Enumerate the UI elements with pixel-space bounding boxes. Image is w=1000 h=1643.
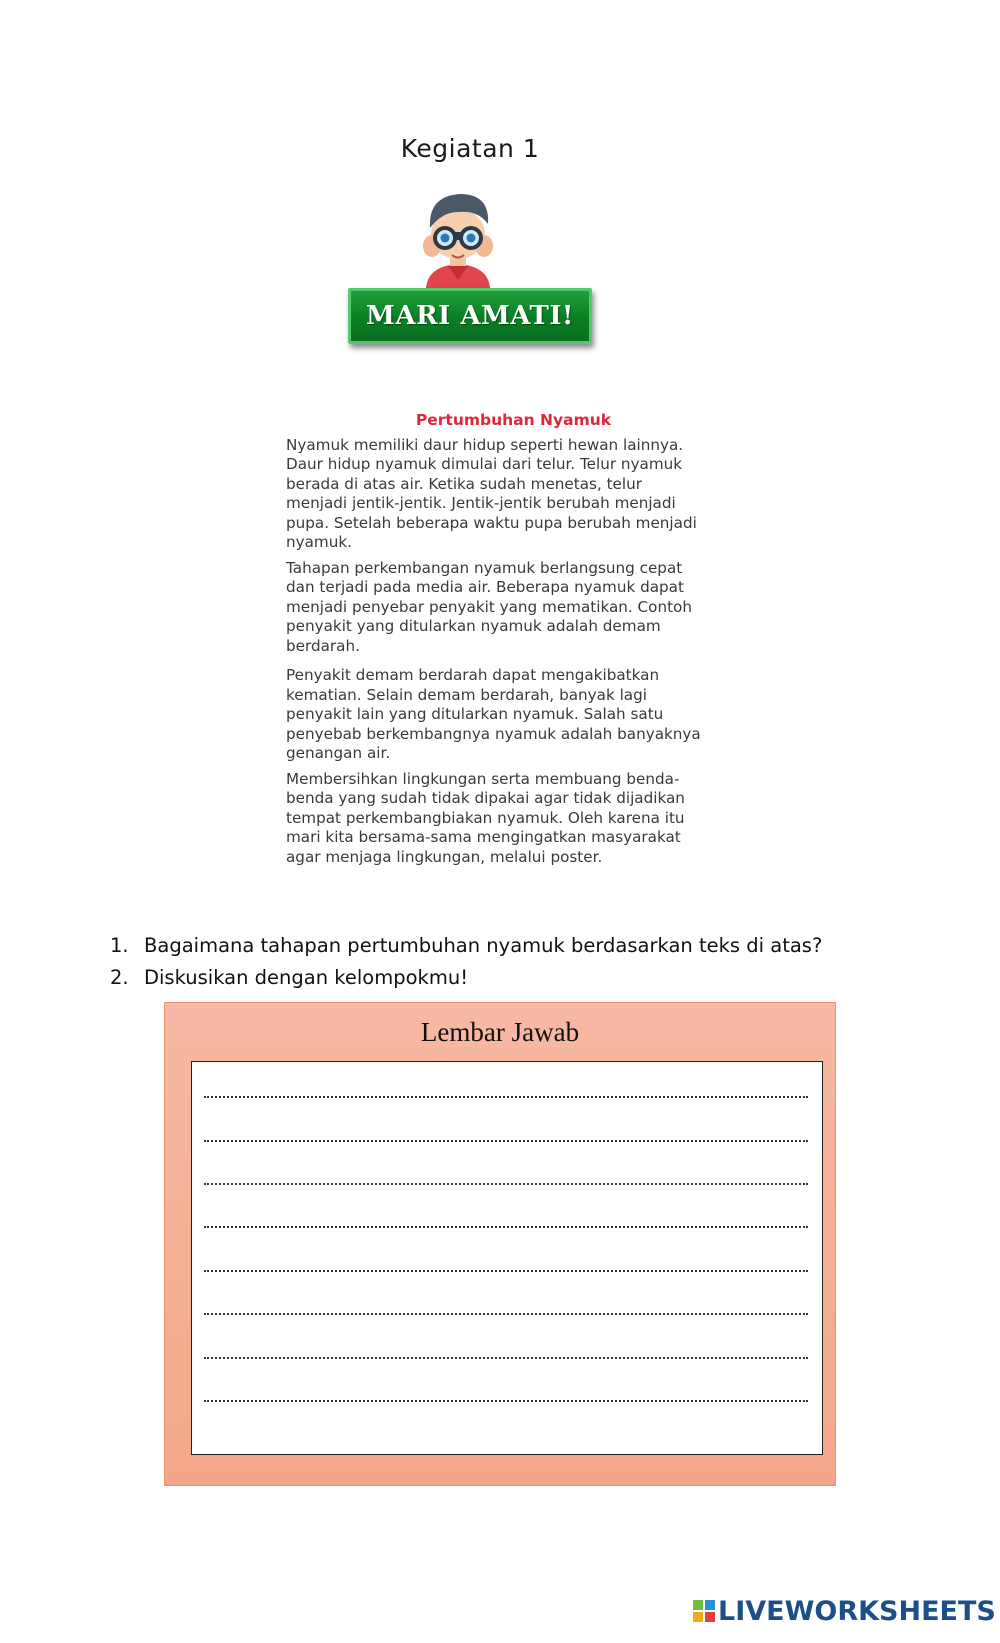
answer-sheet[interactable] — [191, 1061, 823, 1455]
answer-title: Lembar Jawab — [420, 1017, 580, 1047]
reading-passage — [286, 411, 706, 873]
answer-line[interactable] — [204, 1357, 808, 1359]
mari-amati-banner — [340, 188, 595, 348]
logo-text: LIVEWORKSHEETS — [718, 1595, 996, 1627]
page-title: Kegiatan 1 — [400, 134, 540, 163]
question-list — [110, 930, 910, 994]
question-item — [110, 962, 910, 994]
answer-line[interactable] — [204, 1183, 808, 1185]
reading-paragraph-1: Nyamuk memiliki daur hidup seperti hewan lainnya. Daur hidup nyamuk dimulai dari telur. Telur nyamuk berada di atas air. Ketika sudah menetas, telur menjadi jentik-jentik. Jentik-jentik berubah menjadi pupa. Setelah beberapa waktu pupa berubah menjadi nyamuk. — [286, 435, 697, 551]
answer-line[interactable] — [204, 1226, 808, 1228]
reading-title: Pertumbuhan Nyamuk — [415, 411, 612, 429]
liveworksheets-logo[interactable] — [692, 1596, 996, 1626]
answer-box — [164, 1002, 836, 1486]
reading-paragraph-2: Tahapan perkembangan nyamuk berlangsung cepat dan terjadi pada media air. Beberapa nyamuk dapat menjadi penyebar penyakit yang mematikan. Contoh penyakit yang ditularkan nyamuk adalah demam berdarah. — [286, 558, 692, 655]
answer-line[interactable] — [204, 1140, 808, 1142]
question-text: Bagaimana tahapan pertumbuhan nyamuk berdasarkan teks di atas? — [144, 934, 823, 957]
reading-paragraph-4: Membersihkan lingkungan serta membuang benda-benda yang sudah tidak dipakai agar tidak dijadikan tempat perkembangbiakan nyamuk. Oleh karena itu mari kita bersama-sama mengingatkan masyarakat agar menjaga lingkungan, melalui poster. — [286, 769, 685, 866]
reading-paragraph-3: Penyakit demam berdarah dapat mengakibatkan kematian. Selain demam berdarah, banyak lagi penyakit lain yang ditularkan nyamuk. Salah satu penyebab berkembangnya nyamuk adalah banyaknya genangan air. — [286, 666, 701, 762]
answer-line[interactable] — [204, 1400, 808, 1402]
answer-line[interactable] — [204, 1096, 808, 1098]
answer-line[interactable] — [204, 1270, 808, 1272]
answer-line[interactable] — [204, 1313, 808, 1315]
liveworksheets-logo-icon — [692, 1599, 716, 1623]
question-number: 2. — [110, 966, 129, 989]
question-text: Diskusikan dengan kelompokmu! — [144, 966, 469, 989]
banner-label: MARI AMATI! — [348, 288, 592, 344]
binoculars-kid-icon — [418, 188, 498, 288]
question-number: 1. — [110, 934, 129, 957]
question-item — [110, 930, 910, 962]
